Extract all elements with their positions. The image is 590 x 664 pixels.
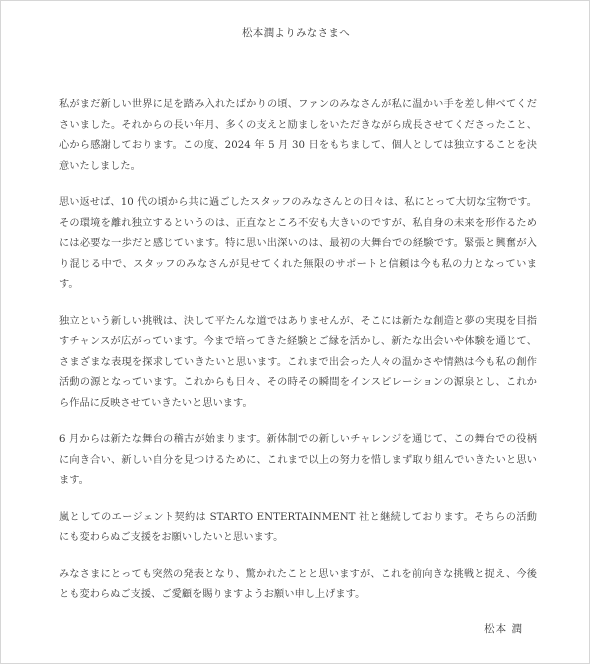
paragraph-3: 独立という新しい挑戦は、決して平たんな道ではありませんが、そこには新たな創造と夢の実現を目指すチャンスが広がっています。今まで培ってきた経験とご縁を活かし、新たな出会いや体験を通じて、さまざまな表現を探求していきたいと思います。これまで出会った人々の温かさや情熱は今も私の創作活動の源となっています。これからも日々、その時その瞬間をインスピレーションの源泉とし、これから作品に反映させていきたいと思います。	[59, 315, 537, 409]
paragraph-2: 思い返せば、10 代の頃から共に過ごしたスタッフのみなさんとの日々は、私にとって大切な宝物です。その環境を離れ独立するというのは、正直なところ不安も大きいのですが、私自身の未来を形作るためには必要な一歩だと感じています。特に思い出深いのは、最初の大舞台での経験です。緊張と興奮が入り混じる中で、スタッフのみなさんが見せてくれた無限のサポートと信頼は今も私の力となっています。	[59, 197, 537, 290]
signature: 松本 潤	[484, 623, 523, 635]
paragraph-4: 6 月からは新たな舞台の稽古が始まります。新体制での新しいチャレンジを通じて、この舞台での役柄に向き合い、新しい自分を見つけるために、これまで以上の努力を惜しまず取り組んでいきたいと思います。	[59, 434, 537, 486]
letter-body	[59, 95, 537, 622]
paragraph-6: みなさまにとっても突然の発表となり、驚かれたことと思いますが、これを前向きな挑戦と捉え、今後とも変わらぬご支援、ご愛顧を賜りますようお願い申し上げます。	[59, 568, 537, 600]
paragraph-1: 私がまだ新しい世界に足を踏み入れたばかりの頃、ファンのみなさんが私に温かい手を差し伸べてくださいました。それからの長い年月、多くの支えと励ましをいただきながら成長させてくださったこと、心から感謝しております。この度、2024 年 5 月 30 日をもちまして、個人としては独立することを決意いたしました。	[59, 99, 537, 172]
paragraph-5: 嵐としてのエージェント契約は STARTO ENTERTAINMENT 社と継続しております。そちらの活動にも変わらぬご支援をお願いしたいと思います。	[59, 511, 537, 543]
letter-title: 松本潤よりみなさまへ	[242, 27, 350, 39]
